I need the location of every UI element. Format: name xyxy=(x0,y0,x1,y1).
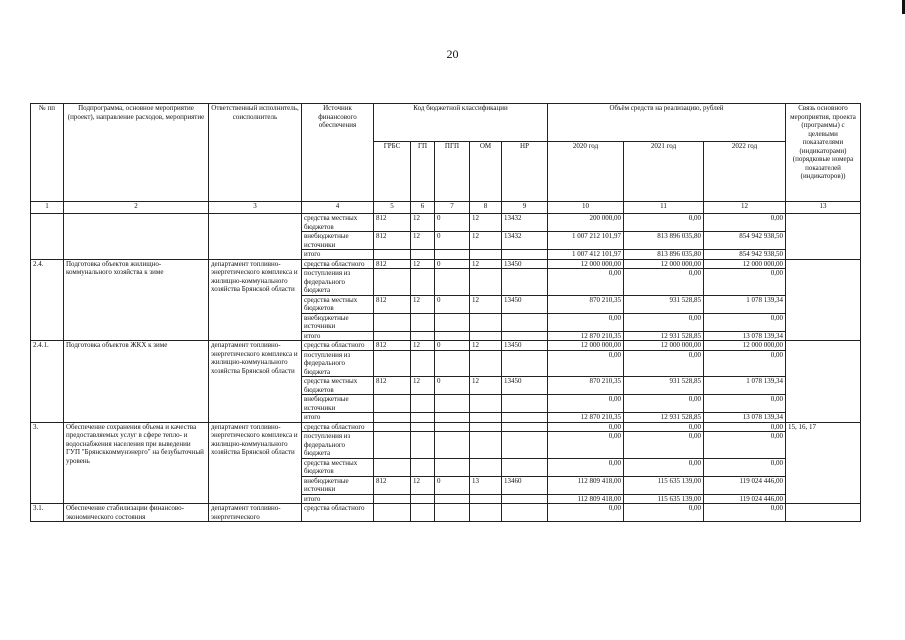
table-row xyxy=(31,341,861,351)
table-row xyxy=(31,214,861,232)
code-pgp xyxy=(435,432,470,459)
amount-2020: 200 000,00 xyxy=(548,214,624,232)
header-year-2022: 2022 год xyxy=(704,142,786,202)
code-om xyxy=(470,350,502,377)
amount-2020: 0,00 xyxy=(548,313,624,331)
code-grbs xyxy=(374,313,411,331)
amount-2022: 854 942 938,50 xyxy=(704,232,786,250)
header-budget-code: Код бюджетной классификации xyxy=(374,104,548,142)
code-pgp xyxy=(435,395,470,413)
amount-2021: 12 931 528,85 xyxy=(624,413,704,423)
header-amount: Объём средств на реализацию, рублей xyxy=(548,104,786,142)
amount-2021: 931 528,85 xyxy=(624,377,704,395)
funding-source: внебюджетные источники xyxy=(302,476,374,494)
funding-source: итого xyxy=(302,250,374,260)
column-number: 9 xyxy=(502,202,548,214)
amount-2022: 0,00 xyxy=(704,458,786,476)
item-responsible: департамент топливно-энергетического комплекса и жилищно-коммунального хозяйства Брянской области xyxy=(209,422,302,504)
code-gp xyxy=(411,413,435,423)
item-name: Подготовка объектов ЖКХ к зиме xyxy=(64,341,209,423)
code-om: 13 xyxy=(470,476,502,494)
amount-2022: 13 078 139,34 xyxy=(704,413,786,423)
indicator-link xyxy=(786,341,861,423)
amount-2020: 12 000 000,00 xyxy=(548,259,624,269)
code-grbs: 812 xyxy=(374,259,411,269)
header-indicator-link: Связь основного мероприятия, проекта (программы) с целевыми показателями (индикаторами) (порядковые номера показателей (индикаторов)) xyxy=(786,104,861,202)
item-responsible: департамент топливно-энергетического комплекса и жилищно-коммунального хозяйства Брянской области xyxy=(209,259,302,341)
code-np xyxy=(502,313,548,331)
page-number: 20 xyxy=(446,47,459,61)
code-pgp xyxy=(435,422,470,432)
code-grbs: 812 xyxy=(374,214,411,232)
code-gp xyxy=(411,350,435,377)
code-om xyxy=(470,269,502,296)
amount-2022: 119 024 446,00 xyxy=(704,476,786,494)
amount-2020: 0,00 xyxy=(548,350,624,377)
funding-source: внебюджетные источники xyxy=(302,232,374,250)
code-grbs xyxy=(374,413,411,423)
code-grbs xyxy=(374,269,411,296)
code-gp xyxy=(411,269,435,296)
header-grbs: ГРБС xyxy=(374,142,411,202)
code-om: 12 xyxy=(470,232,502,250)
code-om: 12 xyxy=(470,259,502,269)
code-pgp: 0 xyxy=(435,341,470,351)
amount-2020: 0,00 xyxy=(548,269,624,296)
code-grbs: 812 xyxy=(374,295,411,313)
code-gp xyxy=(411,432,435,459)
amount-2021: 12 931 528,85 xyxy=(624,331,704,341)
code-pgp xyxy=(435,250,470,260)
column-number: 6 xyxy=(411,202,435,214)
code-pgp xyxy=(435,350,470,377)
amount-2022: 0,00 xyxy=(704,313,786,331)
code-grbs xyxy=(374,494,411,504)
amount-2022: 13 078 139,34 xyxy=(704,331,786,341)
amount-2021: 0,00 xyxy=(624,350,704,377)
code-om xyxy=(470,458,502,476)
item-name xyxy=(64,214,209,260)
code-np xyxy=(502,504,548,522)
code-grbs: 812 xyxy=(374,476,411,494)
amount-2022: 0,00 xyxy=(704,350,786,377)
column-number: 13 xyxy=(786,202,861,214)
amount-2022: 0,00 xyxy=(704,422,786,432)
code-gp xyxy=(411,494,435,504)
amount-2021: 0,00 xyxy=(624,504,704,522)
amount-2021: 0,00 xyxy=(624,269,704,296)
amount-2021: 0,00 xyxy=(624,458,704,476)
code-om xyxy=(470,313,502,331)
amount-2021: 115 635 139,00 xyxy=(624,494,704,504)
amount-2022: 0,00 xyxy=(704,269,786,296)
item-name: Обеспечение стабилизации финансово-экономического состояния xyxy=(64,504,209,522)
code-gp xyxy=(411,458,435,476)
code-gp xyxy=(411,422,435,432)
funding-source: средства местных бюджетов xyxy=(302,295,374,313)
code-np xyxy=(502,422,548,432)
amount-2022: 854 942 938,50 xyxy=(704,250,786,260)
code-grbs xyxy=(374,250,411,260)
amount-2021: 12 000 000,00 xyxy=(624,341,704,351)
table-row xyxy=(31,504,861,522)
amount-2021: 12 000 000,00 xyxy=(624,259,704,269)
code-om xyxy=(470,504,502,522)
funding-source: поступления из федерального бюджета xyxy=(302,269,374,296)
code-np xyxy=(502,331,548,341)
code-pgp xyxy=(435,458,470,476)
amount-2022: 12 000 000,00 xyxy=(704,259,786,269)
amount-2020: 112 809 418,00 xyxy=(548,494,624,504)
amount-2021: 813 896 035,80 xyxy=(624,232,704,250)
column-number: 5 xyxy=(374,202,411,214)
funding-source: итого xyxy=(302,413,374,423)
code-np: 13432 xyxy=(502,214,548,232)
header-np: НР xyxy=(502,142,548,202)
item-number: 2.4.1. xyxy=(31,341,64,423)
code-np: 13450 xyxy=(502,377,548,395)
amount-2022: 12 000 000,00 xyxy=(704,341,786,351)
amount-2021: 931 528,85 xyxy=(624,295,704,313)
code-gp xyxy=(411,250,435,260)
item-name: Обеспечение сохранения объема и качества предоставляемых услуг в сфере тепло- и водоснабжения населения при выведении ГУП "Брянсккоммунэнерго" на безубыточный уровень xyxy=(64,422,209,504)
column-number: 12 xyxy=(704,202,786,214)
code-gp: 12 xyxy=(411,214,435,232)
code-gp: 12 xyxy=(411,259,435,269)
funding-source: итого xyxy=(302,494,374,504)
funding-source: поступления из федерального бюджета xyxy=(302,350,374,377)
code-grbs xyxy=(374,395,411,413)
header-source: Источник финансового обеспечения xyxy=(302,104,374,202)
item-responsible: департамент топливно-энергетического комплекса и жилищно-коммунального хозяйства Брянской области xyxy=(209,341,302,423)
amount-2020: 12 000 000,00 xyxy=(548,341,624,351)
code-om xyxy=(470,422,502,432)
column-number-row xyxy=(31,202,861,214)
table-body xyxy=(31,202,861,522)
code-pgp: 0 xyxy=(435,377,470,395)
amount-2020: 0,00 xyxy=(548,458,624,476)
column-number: 11 xyxy=(624,202,704,214)
code-om xyxy=(470,250,502,260)
amount-2021: 813 896 035,80 xyxy=(624,250,704,260)
amount-2021: 0,00 xyxy=(624,422,704,432)
funding-source: внебюджетные источники xyxy=(302,395,374,413)
code-pgp: 0 xyxy=(435,259,470,269)
funding-source: средства местных бюджетов xyxy=(302,214,374,232)
code-grbs: 812 xyxy=(374,232,411,250)
amount-2021: 0,00 xyxy=(624,432,704,459)
code-gp xyxy=(411,331,435,341)
code-gp: 12 xyxy=(411,295,435,313)
funding-source: внебюджетные источники xyxy=(302,313,374,331)
code-pgp xyxy=(435,313,470,331)
amount-2020: 0,00 xyxy=(548,422,624,432)
code-om xyxy=(470,395,502,413)
code-gp: 12 xyxy=(411,232,435,250)
funding-source: средства областного xyxy=(302,504,374,522)
code-pgp xyxy=(435,269,470,296)
column-number: 8 xyxy=(470,202,502,214)
code-om xyxy=(470,413,502,423)
code-gp: 12 xyxy=(411,476,435,494)
header-om: ОМ xyxy=(470,142,502,202)
amount-2020: 1 007 212 101,97 xyxy=(548,232,624,250)
code-pgp: 0 xyxy=(435,476,470,494)
code-pgp xyxy=(435,331,470,341)
amount-2020: 12 870 210,35 xyxy=(548,413,624,423)
code-grbs xyxy=(374,458,411,476)
code-grbs xyxy=(374,331,411,341)
funding-source: средства областного xyxy=(302,259,374,269)
funding-source: средства областного xyxy=(302,341,374,351)
header-year-2021: 2021 год xyxy=(624,142,704,202)
code-grbs: 812 xyxy=(374,377,411,395)
funding-source: итого xyxy=(302,331,374,341)
amount-2022: 0,00 xyxy=(704,395,786,413)
code-grbs xyxy=(374,350,411,377)
funding-source: средства областного xyxy=(302,422,374,432)
amount-2020: 870 210,35 xyxy=(548,295,624,313)
code-np xyxy=(502,413,548,423)
code-pgp: 0 xyxy=(435,214,470,232)
funding-source: средства местных бюджетов xyxy=(302,377,374,395)
header-responsible: Ответственный исполнитель, соисполнитель xyxy=(209,104,302,202)
indicator-link xyxy=(786,504,861,522)
code-np xyxy=(502,269,548,296)
amount-2020: 112 809 418,00 xyxy=(548,476,624,494)
code-gp xyxy=(411,395,435,413)
amount-2022: 0,00 xyxy=(704,504,786,522)
table-row xyxy=(31,422,861,432)
code-gp: 12 xyxy=(411,341,435,351)
code-pgp xyxy=(435,494,470,504)
item-number: 3. xyxy=(31,422,64,504)
item-number: 2.4. xyxy=(31,259,64,341)
table-row xyxy=(31,259,861,269)
code-np xyxy=(502,458,548,476)
code-grbs xyxy=(374,432,411,459)
header-year-2020: 2020 год xyxy=(548,142,624,202)
amount-2020: 1 007 412 101,97 xyxy=(548,250,624,260)
amount-2022: 0,00 xyxy=(704,432,786,459)
code-om xyxy=(470,331,502,341)
amount-2022: 0,00 xyxy=(704,214,786,232)
item-number xyxy=(31,214,64,260)
code-gp: 12 xyxy=(411,377,435,395)
code-np: 13460 xyxy=(502,476,548,494)
code-gp xyxy=(411,313,435,331)
code-om xyxy=(470,494,502,504)
code-np xyxy=(502,494,548,504)
code-om: 12 xyxy=(470,214,502,232)
code-grbs xyxy=(374,504,411,522)
column-number: 3 xyxy=(209,202,302,214)
funding-source: поступления из федерального бюджета xyxy=(302,432,374,459)
budget-table xyxy=(30,103,861,522)
code-np: 13450 xyxy=(502,259,548,269)
code-pgp: 0 xyxy=(435,232,470,250)
header-pgp: ПГП xyxy=(435,142,470,202)
amount-2022: 119 024 446,00 xyxy=(704,494,786,504)
code-pgp xyxy=(435,504,470,522)
column-number: 1 xyxy=(31,202,64,214)
header-gp: ГП xyxy=(411,142,435,202)
funding-source: средства местных бюджетов xyxy=(302,458,374,476)
amount-2021: 0,00 xyxy=(624,214,704,232)
column-number: 10 xyxy=(548,202,624,214)
item-name: Подготовка объектов жилищно-коммунального хозяйства к зиме xyxy=(64,259,209,341)
code-om: 12 xyxy=(470,377,502,395)
column-number: 4 xyxy=(302,202,374,214)
indicator-link: 15, 16, 17 xyxy=(786,422,861,504)
code-gp xyxy=(411,504,435,522)
code-om xyxy=(470,432,502,459)
code-np: 13450 xyxy=(502,341,548,351)
amount-2020: 0,00 xyxy=(548,432,624,459)
header-program: Подпрограмма, основное мероприятие (проект), направление расходов, мероприятие xyxy=(64,104,209,202)
item-number: 3.1. xyxy=(31,504,64,522)
amount-2022: 1 078 139,34 xyxy=(704,377,786,395)
header-num: № пп xyxy=(31,104,64,202)
amount-2020: 0,00 xyxy=(548,395,624,413)
code-np xyxy=(502,395,548,413)
code-pgp xyxy=(435,413,470,423)
code-np xyxy=(502,432,548,459)
indicator-link xyxy=(786,259,861,341)
amount-2020: 870 210,35 xyxy=(548,377,624,395)
code-om: 12 xyxy=(470,341,502,351)
code-grbs xyxy=(374,422,411,432)
code-np: 13450 xyxy=(502,295,548,313)
code-grbs: 812 xyxy=(374,341,411,351)
code-np xyxy=(502,250,548,260)
amount-2020: 0,00 xyxy=(548,504,624,522)
item-responsible: департамент топливно-энергетического xyxy=(209,504,302,522)
code-np: 13432 xyxy=(502,232,548,250)
amount-2020: 12 870 210,35 xyxy=(548,331,624,341)
code-np xyxy=(502,350,548,377)
item-responsible xyxy=(209,214,302,260)
amount-2021: 0,00 xyxy=(624,313,704,331)
amount-2021: 115 635 139,00 xyxy=(624,476,704,494)
indicator-link xyxy=(786,214,861,260)
column-number: 7 xyxy=(435,202,470,214)
amount-2021: 0,00 xyxy=(624,395,704,413)
code-pgp: 0 xyxy=(435,295,470,313)
column-number: 2 xyxy=(64,202,209,214)
amount-2022: 1 078 139,34 xyxy=(704,295,786,313)
code-om: 12 xyxy=(470,295,502,313)
